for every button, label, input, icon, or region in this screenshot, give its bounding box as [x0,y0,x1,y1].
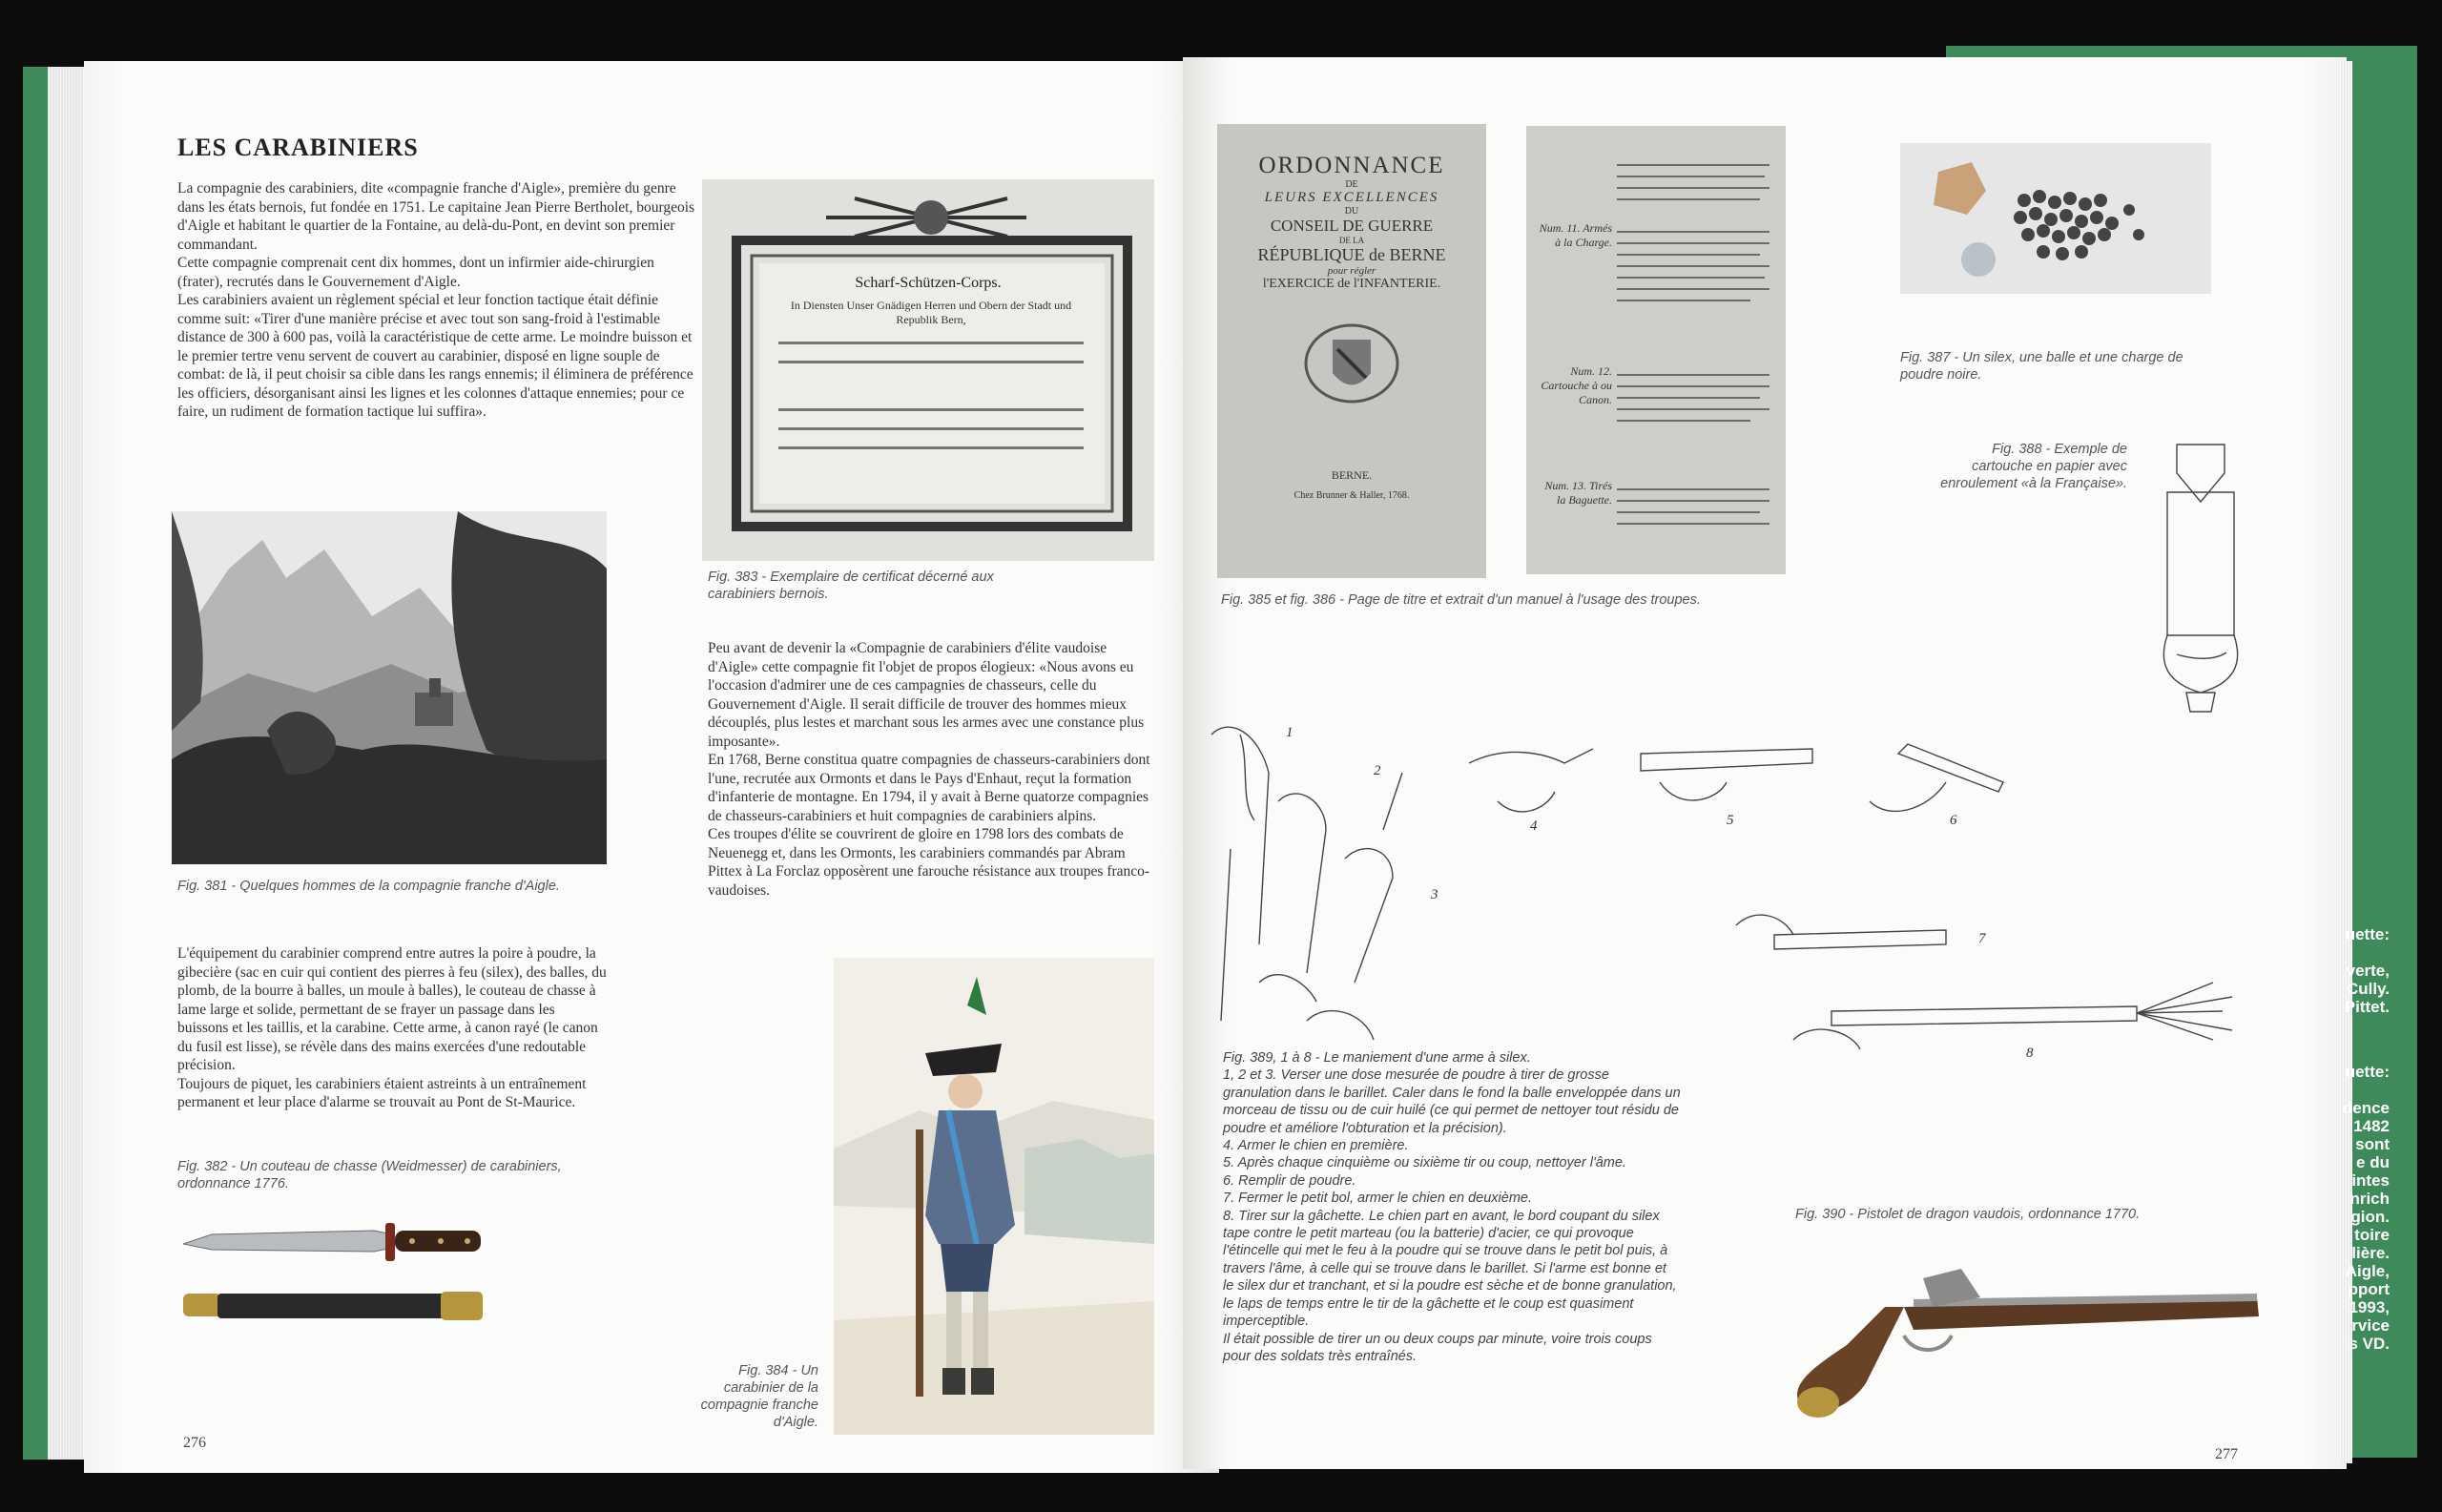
ordonnance-printer: Chez Brunner & Haller, 1768. [1293,490,1410,501]
page-number-left: 276 [183,1435,206,1451]
step-item: 7. Fermer le petit bol, armer le chien en deuxième. [1223,1191,1532,1207]
edge-line: nrich [2349,1190,2390,1208]
ordonnance-line: RÉPUBLIQUE de BERNE [1257,245,1446,264]
left-page [84,61,1219,1473]
edge-line: dence [2342,1099,2390,1117]
equipment-paragraph: L'équipement du carabinier comprend entre autres la poire à poudre, la gibecière (sac en cuir qui contient des pierres à feu (silex), des balles, du plomb, de la bourre à balles, un moule à balles), le couteau de chasse à lame large et solide, permettant de se frayer un passage dans les buissons et les taillis, et la carabine. Cette arme, à canon rayé (le canon du fusil est lisse), se révèle dans des mains exercées d'une redoutable précision. [177,945,607,1073]
ordonnance-line: LEURS EXCELLENCES [1264,190,1439,205]
fig384-caption: Fig. 384 - Un carabinier de la compagnie franche d'Aigle. [700,1363,818,1430]
edge-line: Cully. [2346,980,2390,998]
fig382-knife-image [183,1215,584,1349]
step-item: 6. Remplir de poudre. [1223,1172,1356,1189]
page-number-right: 277 [2215,1446,2238,1462]
manual-heading: Num. 13. Tirés la Baguette. [1544,479,1612,507]
intro-paragraph: La compagnie des carabiniers, dite «compagnie franche d'Aigle», première du genre dans les états bernois, fut fondée en 1751. Le capitaine Jean Pierre Bertholet, bourgeois d'Aigle et habitant le quartier de la Fontaine, au delà-du-Pont, en devint son premier commandant. [177,180,695,253]
bern-coat-of-arms-icon [1299,321,1404,406]
fig383-certificate-image [702,179,1154,561]
fig389-caption-block [1223,1049,1681,1365]
ordonnance-city: BERNE. [1331,468,1373,482]
ordonnance-line: DE [1345,179,1358,190]
fig388-caption: Fig. 388 - Exemple de cartouche en papier avec enroulement «à la Française». [1940,442,2127,491]
fig381-landscape-image [172,511,607,864]
step-item: 1, 2 et 3. Verser une dose mesurée de poudre à tirer de grosse granulation dans le barillet. Caler dans le fond la balle enveloppée dans un morceau de tissu ou de cuir huilé (ce qui permet de nettoyer tout résidu de poudre et améliore l'obturation et la précision). [1223,1067,1681,1136]
step-item: 8. Tirer sur la gâchette. Le chien part en avant, le bord coupant du silex tape contre le petit marteau (ou la batterie) d'acier, ce qui provoque l'étincelle qui met le feu à la poudre qui se trouve dans le petit bol puis, à travers l'âme, à celle qui se trouve dans le barillet. Si l'arme est bonne et le silex dur et tranchant, et si la poudre est sèche et de bonne granulation, le laps de temps entre le tir de la gâchette et le coup est quasiment imperceptible. [1223,1208,1677,1330]
edge-line: uette: [2345,1063,2390,1081]
manual-heading: Num. 11. Armés à la Charge. [1539,221,1612,249]
history-paragraph: En 1768, Berne constitua quatre compagnies de chasseurs-carabiniers dont l'une, recrutée aux Ormonts et dans le Pays d'Enhaut, reçut la formation d'infanterie de montagne. En 1794, il y avait à Berne quatorze compagnies de chasseurs-carabiniers et huit compagnies de carabiniers alpins. [708,752,1150,824]
edge-line: rvice [2351,1316,2390,1335]
ordonnance-line: CONSEIL DE GUERRE [1270,217,1434,235]
fig386-manual-page [1526,126,1786,574]
ordonnance-line: ORDONNANCE [1258,153,1445,178]
edge-line [2323,1081,2390,1099]
drawing-number: 3 [1431,887,1438,902]
edge-line: intes [2351,1171,2390,1190]
fig389-title: Fig. 389, 1 à 8 - Le maniement d'une arme à silex. [1223,1050,1531,1066]
fig387-caption: Fig. 387 - Un silex, une balle et une charge de poudre noire. [1900,350,2183,383]
equipment-text [177,944,609,1112]
fig384-carabinier-image [834,958,1154,1435]
right-page [1183,57,2347,1469]
book [38,57,2356,1460]
fig383-caption: Fig. 383 - Exemplaire de certificat décerné aux carabiniers bernois. [708,570,994,602]
edge-line: e du [2356,1153,2390,1171]
manual-heading: Num. 12. Cartouche à ou Canon. [1541,364,1612,406]
edge-line: lière. [2351,1244,2390,1262]
edge-line: pport [2348,1280,2390,1298]
edge-line [2323,943,2390,962]
edge-line: 1482 [2353,1117,2390,1135]
edge-line: Pittet. [2344,998,2390,1016]
equipment-paragraph: Toujours de piquet, les carabiniers étaient astreints à un entraînement permanent et leur place d'alarme se trouvait au Pont de St-Maurice. [177,1075,587,1110]
fig387-flint-ball-powder-image [1900,143,2211,294]
fig385-386-caption: Fig. 385 et fig. 386 - Page de titre et extrait d'un manuel à l'usage des troupes. [1221,592,1701,608]
edge-line: gion. [2350,1208,2390,1226]
edge-line: 1993, [2349,1298,2390,1316]
fig381-caption: Fig. 381 - Quelques hommes de la compagnie franche d'Aigle. [177,879,560,894]
step-item: 5. Après chaque cinquième ou sixième tir ou coup, nettoyer l'âme. [1223,1155,1626,1171]
history-paragraph: Ces troupes d'élite se couvrirent de gloire en 1798 lors des combats de Neuenegg et, dans les Ormonts, les carabiniers commandés par Abram Pittex à La Forclaz opposèrent une farouche résistance aux troupes franco-vaudoises. [708,826,1150,899]
drawing-number: 7 [1978,931,1986,946]
edge-line: Aigle, [2345,1262,2390,1280]
certificate-line: In Diensten Unser Gnädigen Herren und Obern der Stadt und Republik Bern, [778,299,1084,327]
edge-line: uette: [2345,925,2390,943]
edge-line: s VD. [2349,1335,2390,1353]
drawing-number: 5 [1727,813,1734,828]
intro-text [177,179,698,422]
drawing-number: 8 [2026,1046,2034,1061]
cover-edge-text-2 [2323,1063,2390,1353]
edge-line: toire [2354,1226,2390,1244]
drawing-number: 1 [1286,725,1293,740]
edge-line: sont [2355,1135,2390,1153]
page-title: LES CARABINIERS [177,134,419,161]
intro-paragraph: Cette compagnie comprenait cent dix hommes, dont un infirmier aide-chirurgien (frater), recrutés dans le Gouvernement d'Aigle. [177,255,654,290]
fig390-caption: Fig. 390 - Pistolet de dragon vaudois, ordonnance 1770. [1795,1207,2141,1222]
fig385-ordonnance-title-page [1217,124,1486,578]
intro-paragraph: Les carabiniers avaient un règlement spécial et leur fonction tactique était définie comme suit: «Tirer d'une manière précise et avec tout son sang-froid à l'estimable distance de 300 à 600 pas, voilà la caractéristique de cette arme. Le moindre buisson et le premier tertre venu servent de couvert au carabinier, disposé en ligne souple de combat: de là, il peut choisir sa cible dans les rangs ennemis; il éliminera de préférence les officiers, désorganisant ainsi les lignes et les colonnes d'attaque ennemies; pour ce faire, un rudiment de formation tactique lui suffira». [177,292,693,420]
drawing-number: 4 [1530,818,1538,834]
drawing-number: 2 [1374,763,1381,778]
history-text [708,639,1156,900]
history-paragraph: Peu avant de devenir la «Compagnie de carabiniers d'élite vaudoise d'Aigle» cette compagnie fit l'objet de propos élogieux: «Nous avons eu l'occasion d'admirer une de ces campagnies de chasseurs, celle du Gouvernement d'Aigle. Il serait difficile de trouver des hommes mieux découplés, plus lestes et marchant sous les armes avec une constance plus imposante». [708,640,1145,750]
ordonnance-line: DU [1344,206,1359,217]
certificate-heading: Scharf-Schützen-Corps. [855,275,1002,291]
fig382-caption: Fig. 382 - Un couteau de chasse (Weidmesser) de carabiniers, ordonnance 1776. [177,1159,562,1191]
edge-line: verte, [2346,962,2390,980]
fig389-steps [1223,1067,1681,1365]
step-item: Il était possible de tirer un ou deux coups par minute, voire trois coups pour des soldats très entraînés. [1223,1331,1652,1364]
drawing-number: 6 [1950,813,1957,828]
ordonnance-line: l'EXERCICE de l'INFANTERIE. [1262,277,1441,291]
ordonnance-line: DE LA [1338,236,1365,245]
step-item: 4. Armer le chien en première. [1223,1138,1409,1154]
fig389-flintlock-handling-drawings [1183,658,2251,1078]
fig390-pistol-image [1790,1250,2266,1431]
cover-edge-text-1 [2323,925,2390,1016]
ordonnance-line: pour régler [1327,265,1376,277]
